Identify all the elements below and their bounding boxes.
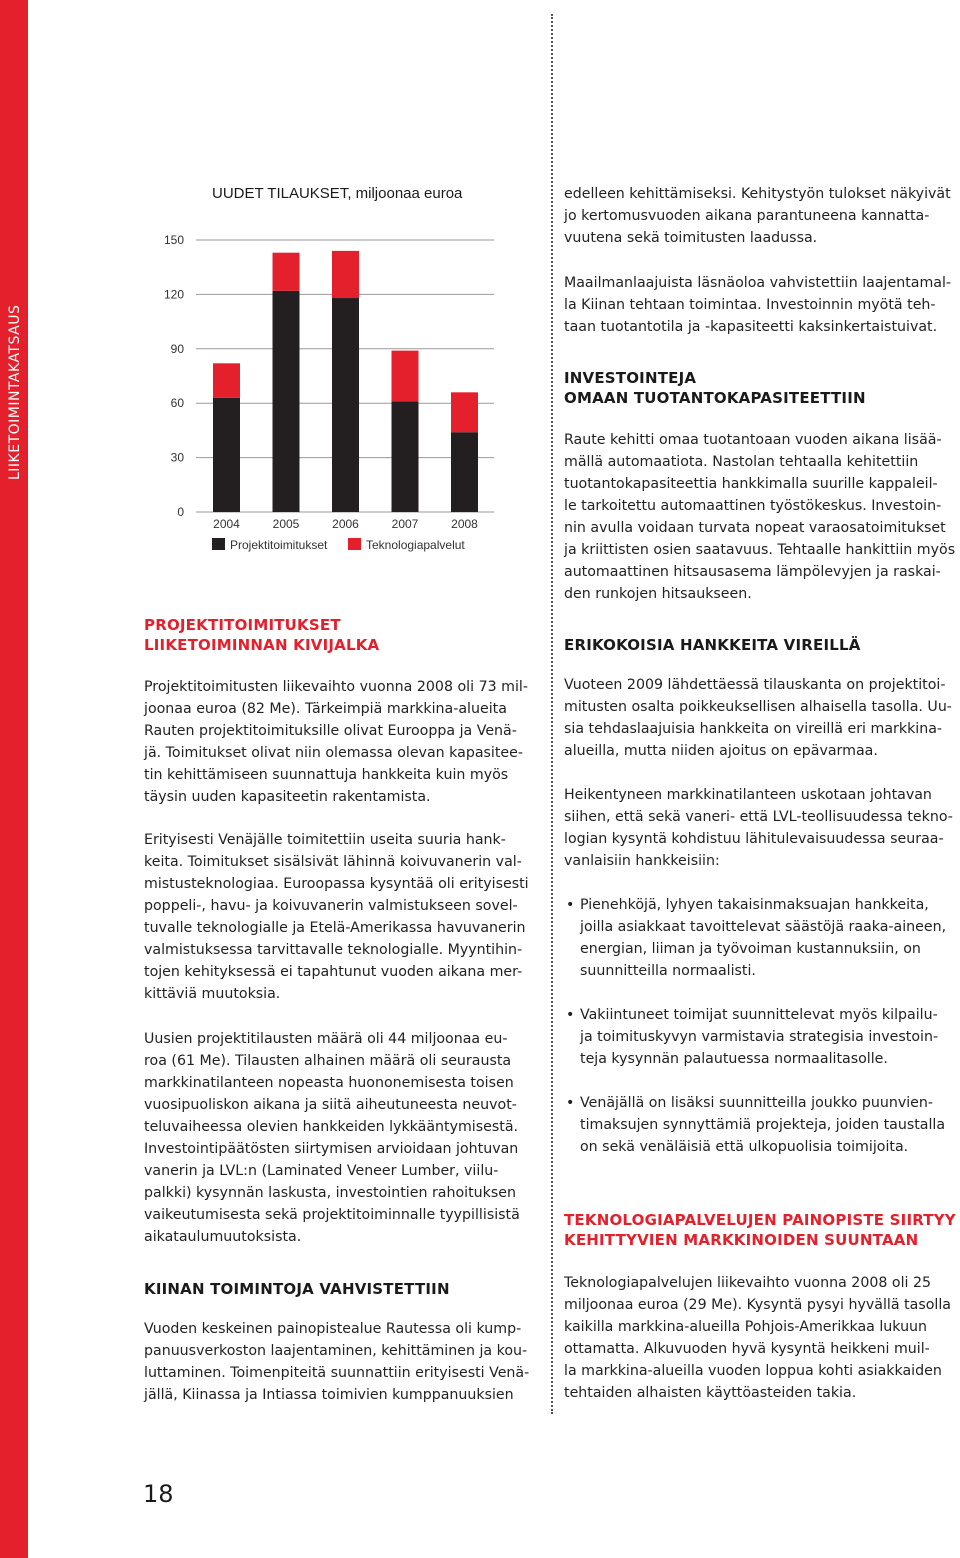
right-paragraph-1 <box>564 272 951 338</box>
text-line: joonaa euroa (82 Me). Tärkeimpiä markkina-alueita <box>144 701 507 717</box>
text-line: tojen kehityksessä ei tapahtunut vuoden aikana mer- <box>144 964 523 980</box>
page-number: 18 <box>143 1480 174 1508</box>
text-line: Vuoteen 2009 lähdettäessä tilauskanta on projektitoi- <box>564 677 946 693</box>
left-paragraph-2 <box>144 829 529 1005</box>
text-line: joilla asiakkaat tavoittelevat säästöjä raaka-aineen, <box>580 919 947 935</box>
text-line: la markkina-alueilla vuoden loppua kohti asiakkaiden <box>564 1363 942 1379</box>
text-line: siihen, että sekä vaneri- että LVL-teollisuudessa tekno- <box>564 809 953 825</box>
section-label: LIIKETOIMINTAKATSAUS <box>7 304 23 480</box>
text-line: kittäviä muutoksia. <box>144 986 281 1002</box>
y-tick-label: 0 <box>177 505 184 519</box>
text-line: suunnitteilla normaalisti. <box>580 963 756 979</box>
bar-teknologiapalvelut-2008 <box>451 392 478 432</box>
text-line: jo kertomusvuoden aikana parantuneena kannatta- <box>564 208 930 224</box>
bullet-item <box>566 1092 946 1158</box>
text-line: OMAAN TUOTANTOKAPASITEETTIIN <box>564 389 866 407</box>
text-line: keita. Toimitukset sisälsivät lähinnä koivuvanerin val- <box>144 854 522 870</box>
x-tick-label: 2007 <box>391 517 419 531</box>
y-tick-label: 60 <box>170 396 184 411</box>
y-tick-label: 120 <box>163 287 184 302</box>
text-line: vanerin ja LVL:n (Laminated Veneer Lumber, viilu- <box>144 1163 499 1179</box>
text-line: le tarkoitettu automaattinen työstökeskus. Investoin- <box>564 498 942 514</box>
text-line: teluvaiheessa olevien hankkeiden lykkääntymisestä. <box>144 1119 519 1135</box>
text-line: Vuoden keskeinen painopistealue Rautessa oli kump- <box>144 1321 522 1337</box>
text-line: täysin uuden kapasiteetin rakentamista. <box>144 789 431 805</box>
text-line: taan tuotantotila ja -kapasiteetti kaksinkertaistuivat. <box>564 319 938 335</box>
text-line: palkki) kysynnän laskusta, investointien rahoituksen <box>144 1185 516 1201</box>
text-line: LIIKETOIMINNAN KIVIJALKA <box>144 636 380 654</box>
legend-swatch <box>348 538 361 550</box>
chart-title: UUDET TILAUKSET, miljoonaa euroa <box>212 185 463 202</box>
y-tick-label: 90 <box>170 341 184 356</box>
text-line: poppeli-, havu- ja koivuvanerin valmistukseen sovel- <box>144 898 518 914</box>
right-paragraph-5 <box>564 1272 951 1404</box>
left-paragraph-1 <box>144 676 528 808</box>
text-line: Uusien projektitilausten määrä oli 44 miljoonaa eu- <box>144 1031 508 1047</box>
bullet-item <box>566 1004 946 1070</box>
text-line: Rauten projektitoimituksille olivat Eurooppa ja Venä- <box>144 723 517 739</box>
text-line: vaikeutumisesta sekä projektitoiminnalle tyypillisistä <box>144 1207 520 1223</box>
text-line: • Pienehköjä, lyhyen takaisinmaksuajan hankkeita, <box>580 897 929 913</box>
bullet-item <box>566 894 946 982</box>
text-line: on sekä venäläisiä että ulkopuolisia toimijoita. <box>580 1139 909 1155</box>
text-line: mällä automaatiota. Nastolan tehtaalla kehitettiin <box>564 454 919 470</box>
text-line: ottamatta. Alkuvuoden hyvä kysyntä heikkeni muil- <box>564 1341 930 1357</box>
bullet-list <box>566 894 946 1180</box>
text-line: luttaminen. Toimenpiteitä suunnattiin erityisesti Venä- <box>144 1365 530 1381</box>
text-line: mistusteknologiaa. Euroopassa kysyntää oli erityisesti <box>144 876 529 892</box>
text-line: alueilla, mutta niiden ajoitus on epävarmaa. <box>564 743 878 759</box>
text-line: jä. Toimitukset olivat niin olemassa olevan kapasitee- <box>144 745 523 761</box>
right-paragraph-3 <box>564 674 952 762</box>
text-line: valmistuksessa tarvittavalle teknologialle. Myyntihin- <box>144 942 523 958</box>
bar-teknologiapalvelut-2004 <box>213 363 240 397</box>
bar-teknologiapalvelut-2006 <box>332 251 359 298</box>
new-orders-chart <box>0 0 560 600</box>
text-line: den runkojen hitsaukseen. <box>564 586 752 602</box>
x-tick-label: 2006 <box>332 517 359 531</box>
heading-kiinan-toimintoja <box>144 1279 450 1299</box>
left-paragraph-4 <box>144 1318 529 1406</box>
heading-teknologiapalvelujen <box>564 1210 956 1250</box>
text-line: miljoonaa euroa (29 Me). Kysyntä pysyi hyvällä tasolla <box>564 1297 951 1313</box>
text-line: ja toimituskyvyn varmistavia strategisia investoin- <box>580 1029 939 1045</box>
right-paragraph-2 <box>564 429 955 605</box>
text-line: tuotantokapasiteettia hankkimalla suurille kappaleil- <box>564 476 938 492</box>
text-line: Raute kehitti omaa tuotantoaan vuoden aikana lisää- <box>564 432 942 448</box>
text-line: vuosipuoliskon aikana ja siitä aiheutuneesta neuvot- <box>144 1097 517 1113</box>
heading-erikokoisia <box>564 635 861 655</box>
heading-investointeja <box>564 368 866 408</box>
text-line: Investointipäätösten siirtymisen arvioidaan johtuvan <box>144 1141 519 1157</box>
text-line: energian, liiman ja työvoiman kustannuksiin, on <box>580 941 921 957</box>
legend-label: Teknologiapalvelut <box>366 538 465 552</box>
text-line: TEKNOLOGIAPALVELUJEN PAINOPISTE SIIRTYY <box>564 1211 956 1229</box>
text-line: timaksujen synnyttämiä projekteja, joiden taustalla <box>580 1117 946 1133</box>
text-line: PROJEKTITOIMITUKSET <box>144 616 341 634</box>
bar-teknologiapalvelut-2007 <box>392 351 419 402</box>
text-line: Teknologiapalvelujen liikevaihto vuonna 2008 oli 25 <box>564 1275 932 1291</box>
text-line: jällä, Kiinassa ja Intiassa toimivien kumppanuuksien <box>144 1387 514 1403</box>
text-line: logian kysyntä kohdistuu lähitulevaisuudessa seuraa- <box>564 831 944 847</box>
text-line: Heikentyneen markkinatilanteen uskotaan johtavan <box>564 787 932 803</box>
text-line: vanlaisiin hankkeisiin: <box>564 853 720 869</box>
bar-projektitoimitukset-2007 <box>392 401 419 512</box>
heading-projektitoimitukset <box>144 615 379 655</box>
text-line: aikataulumuutoksista. <box>144 1229 302 1245</box>
text-line: sia tehdaslaajuisia hankkeita on vireillä eri markkina- <box>564 721 943 737</box>
text-line: panuusverkoston laajentaminen, kehittäminen ja kou- <box>144 1343 528 1359</box>
text-line: tehtaiden alhaisten käyttöasteiden takia. <box>564 1385 857 1401</box>
y-tick-label: 30 <box>170 450 184 465</box>
bar-projektitoimitukset-2006 <box>332 298 359 512</box>
text-line: Maailmanlaajuista läsnäoloa vahvistettiin laajentamal- <box>564 275 952 291</box>
text-line: ja kriittisten osien saatavuus. Tehtaalle hankittiin myös <box>564 542 956 558</box>
text-line: KEHITTYVIEN MARKKINOIDEN SUUNTAAN <box>564 1231 919 1249</box>
text-line: • Vakiintuneet toimijat suunnittelevat myös kilpailu- <box>580 1007 938 1023</box>
text-line: roa (61 Me). Tilausten alhainen määrä oli seurausta <box>144 1053 512 1069</box>
text-line: edelleen kehittämiseksi. Kehitystyön tulokset näkyivät <box>564 186 951 202</box>
text-line: tuvalle teknologialle ja Etelä-Amerikassa havuvanerin <box>144 920 526 936</box>
text-line: mitusten osalta poikkeuksellisen alhaisella tasolla. Uu- <box>564 699 952 715</box>
bar-projektitoimitukset-2005 <box>273 291 300 512</box>
text-line: teja kysynnän palautuessa normaalitasolle. <box>580 1051 888 1067</box>
right-paragraph-0 <box>564 183 951 249</box>
text-line: Projektitoimitusten liikevaihto vuonna 2008 oli 73 mil- <box>144 679 528 695</box>
text-line: automaattinen hitsausasema lämpölevyjen ja raskai- <box>564 564 941 580</box>
text-line: tin kehittämiseen suunnattuja hankkeita kuin myös <box>144 767 509 783</box>
bar-projektitoimitukset-2004 <box>213 398 240 512</box>
text-line: ERIKOKOISIA HANKKEITA VIREILLÄ <box>564 636 861 654</box>
text-line: la Kiinan tehtaan toimintaa. Investoinnin myötä teh- <box>564 297 936 313</box>
text-line: vuutena sekä toimitusten laadussa. <box>564 230 818 246</box>
x-tick-label: 2008 <box>451 517 478 531</box>
bar-teknologiapalvelut-2005 <box>273 253 300 291</box>
text-line: nin avulla voidaan turvata nopeat varaosatoimitukset <box>564 520 946 536</box>
text-line: • Venäjällä on lisäksi suunnitteilla joukko puunvien- <box>580 1095 934 1111</box>
x-tick-label: 2005 <box>272 517 300 531</box>
x-tick-label: 2004 <box>213 517 240 531</box>
text-line: markkinatilanteen nopeasta huononemisesta toisen <box>144 1075 514 1091</box>
left-paragraph-3 <box>144 1028 520 1248</box>
text-line: KIINAN TOIMINTOJA VAHVISTETTIIN <box>144 1280 450 1298</box>
right-paragraph-4 <box>564 784 953 872</box>
bar-projektitoimitukset-2008 <box>451 432 478 512</box>
y-tick-label: 150 <box>163 233 184 247</box>
legend-label: Projektitoimitukset <box>230 538 328 552</box>
text-line: INVESTOINTEJA <box>564 369 697 387</box>
text-line: kaikilla markkina-alueilla Pohjois-Amerikkaa lukuun <box>564 1319 928 1335</box>
text-line: Erityisesti Venäjälle toimitettiin useita suuria hank- <box>144 832 506 848</box>
legend-swatch <box>212 538 225 550</box>
